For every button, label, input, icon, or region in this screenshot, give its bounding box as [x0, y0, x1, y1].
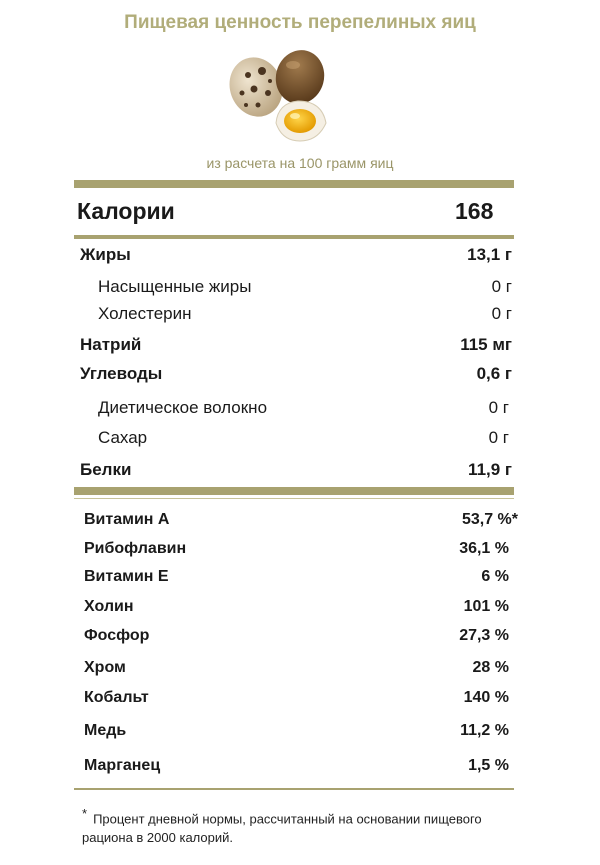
fat-value: 13,1 г [467, 245, 512, 264]
vitamin-value: 36,1 % [459, 540, 509, 557]
vitamins-subrule [74, 498, 514, 499]
calories-label: Калории [77, 198, 175, 224]
vitamin-value: 28 % [472, 659, 509, 676]
fiber-label: Диетическое волокно [98, 398, 268, 417]
vitamin-label: Хром [84, 659, 126, 676]
cholesterol-value: 0 г [491, 304, 512, 323]
vitamin-label: Марганец [84, 757, 161, 774]
sat-fat-value: 0 г [491, 277, 512, 296]
sodium-value: 115 мг [460, 335, 512, 354]
vitamin-value: 53,7 %* [461, 511, 518, 528]
sugar-label: Сахар [98, 428, 148, 447]
vitamin-label: Рибофлавин [84, 540, 187, 557]
sat-fat-label: Насыщенные жиры [98, 277, 252, 296]
quail-eggs-image [218, 45, 338, 150]
footer-rule [74, 788, 514, 790]
vitamin-label: Фосфор [84, 627, 150, 644]
page-title: Пищевая ценность перепелиных яиц [124, 12, 476, 33]
fat-label: Жиры [80, 245, 131, 264]
cholesterol-label: Холестерин [98, 304, 192, 323]
fiber-value: 0 г [488, 398, 509, 417]
footnote-mark: * [82, 806, 88, 821]
vitamin-value: 140 % [463, 689, 509, 706]
header-rule [74, 180, 514, 188]
vitamin-value: 6 % [481, 568, 509, 585]
vitamin-label: Медь [84, 722, 127, 739]
footnote [82, 804, 522, 847]
footnote-text: Процент дневной нормы, рассчитанный на основании пищевого рациона в 2000 калорий. [82, 811, 482, 846]
vitamin-label: Витамин А [84, 511, 170, 528]
vitamin-label: Холин [84, 598, 134, 615]
sugar-value: 0 г [488, 428, 509, 447]
vitamin-value: 1,5 % [468, 757, 509, 774]
serving-note: из расчета на 100 грамм яиц [206, 155, 394, 171]
protein-label: Белки [80, 460, 132, 479]
vitamin-label: Витамин Е [84, 568, 169, 585]
protein-value: 11,9 г [468, 460, 512, 479]
carbs-label: Углеводы [80, 364, 163, 383]
sodium-label: Натрий [80, 335, 142, 354]
vitamins-rule [74, 487, 514, 495]
vitamin-value: 11,2 % [460, 722, 509, 739]
vitamin-value: 27,3 % [459, 627, 509, 644]
vitamin-label: Кобальт [84, 689, 149, 706]
vitamin-value: 101 % [463, 598, 509, 615]
calories-value: 168 [455, 198, 494, 224]
carbs-value: 0,6 г [476, 364, 512, 383]
calories-rule [74, 235, 514, 239]
